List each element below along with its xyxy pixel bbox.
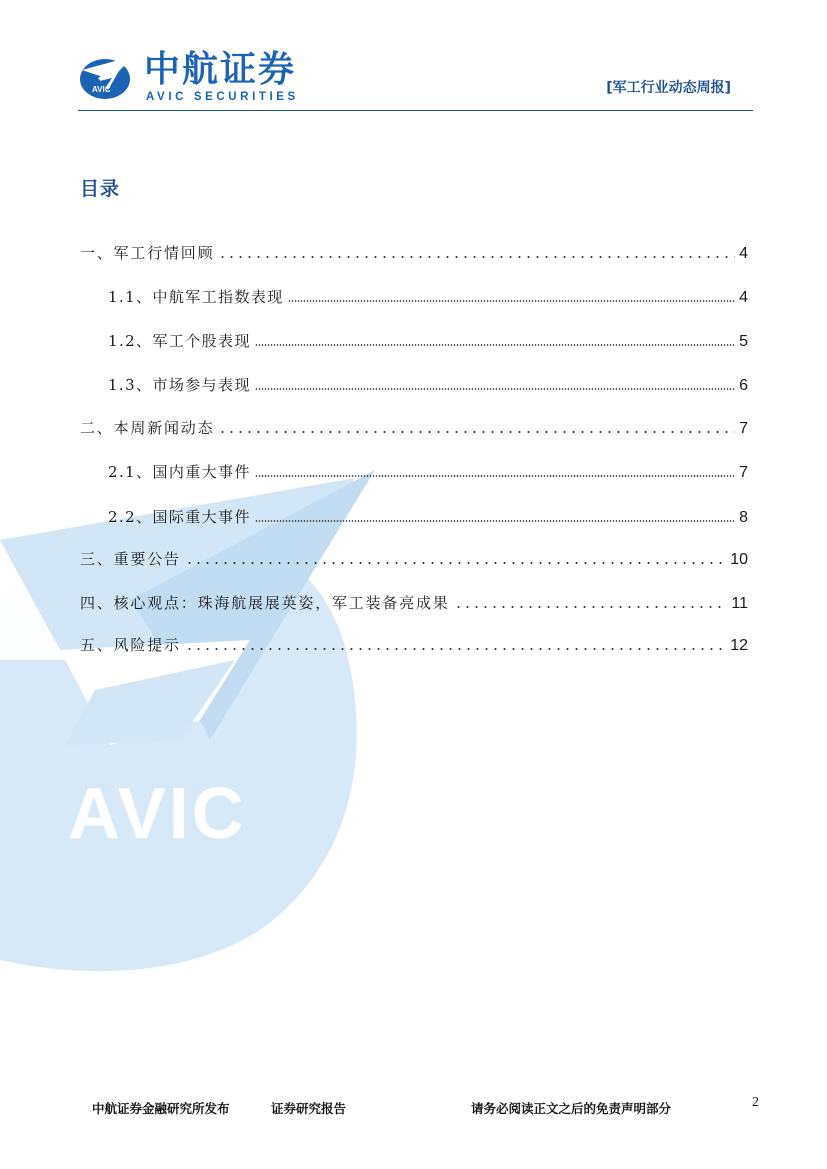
toc-entry[interactable]	[108, 456, 748, 482]
toc-entry-page: 6	[739, 377, 748, 394]
toc-title: 目录	[80, 178, 121, 200]
toc-entry-label: 2.2、国际重大事件	[108, 508, 251, 526]
footer-disclaimer: 请务必阅读正文之后的免责声明部分	[471, 1101, 672, 1116]
toc-entry-label: 二、本周新闻动态	[80, 419, 215, 437]
toc-entry-page: 11	[731, 595, 748, 612]
watermark-text: AVIC	[68, 774, 247, 854]
brand-name-en: AVIC SECURITIES	[146, 91, 299, 103]
toc-entry[interactable]	[80, 543, 748, 569]
toc-entry-label: 四、核心观点：珠海航展展英姿，军工装备亮成果	[80, 594, 450, 612]
toc-dot-leader	[218, 256, 735, 258]
toc-entry-label: 五、风险提示	[80, 636, 181, 654]
footer-publisher: 中航证券金融研究所发布	[92, 1101, 230, 1116]
page-footer	[0, 1095, 827, 1125]
toc-entry-page: 7	[739, 420, 748, 437]
toc-entry-label: 1.3、市场参与表现	[108, 376, 251, 394]
toc-dot-leader	[255, 520, 735, 522]
page-number: 2	[752, 1095, 759, 1110]
toc-dot-leader	[185, 648, 726, 650]
toc-entry[interactable]	[108, 325, 748, 351]
toc-dot-leader	[288, 300, 735, 302]
toc-dot-leader	[255, 388, 735, 390]
toc-entry-label: 一、军工行情回顾	[80, 244, 215, 262]
toc-entry-page: 8	[739, 509, 748, 526]
report-tag: [军工行业动态周报]	[606, 80, 731, 96]
toc-dot-leader	[255, 344, 735, 346]
header-divider	[78, 110, 753, 111]
toc-entry[interactable]	[80, 629, 748, 655]
toc-entry[interactable]	[108, 369, 748, 395]
toc-entry-label: 1.2、军工个股表现	[108, 332, 251, 350]
toc-entry[interactable]	[80, 587, 748, 613]
toc-entry[interactable]	[80, 412, 748, 438]
toc-entry-page: 5	[739, 333, 748, 350]
toc-dot-leader	[255, 475, 735, 477]
toc-entry[interactable]	[108, 501, 748, 527]
toc-entry-page: 10	[730, 551, 748, 568]
toc-entry-label: 三、重要公告	[80, 550, 181, 568]
toc-entry[interactable]	[80, 237, 748, 263]
brand-name-cn: 中航证券	[144, 49, 297, 90]
toc-entry-page: 7	[739, 464, 748, 481]
toc-dot-leader	[454, 606, 728, 608]
avic-logo-icon	[78, 54, 136, 100]
toc-entry-page: 12	[730, 637, 748, 654]
toc-dot-leader	[218, 431, 735, 433]
svg-text:AVIC: AVIC	[92, 85, 111, 94]
toc-entry-label: 2.1、国内重大事件	[108, 463, 251, 481]
toc-entry-label: 1.1、中航军工指数表现	[108, 288, 284, 306]
footer-report-type: 证券研究报告	[271, 1101, 347, 1116]
page-header	[78, 50, 753, 110]
toc-entry-page: 4	[739, 245, 748, 262]
toc-entry-page: 4	[739, 289, 748, 306]
toc-entry[interactable]	[108, 281, 748, 307]
toc-dot-leader	[185, 562, 726, 564]
